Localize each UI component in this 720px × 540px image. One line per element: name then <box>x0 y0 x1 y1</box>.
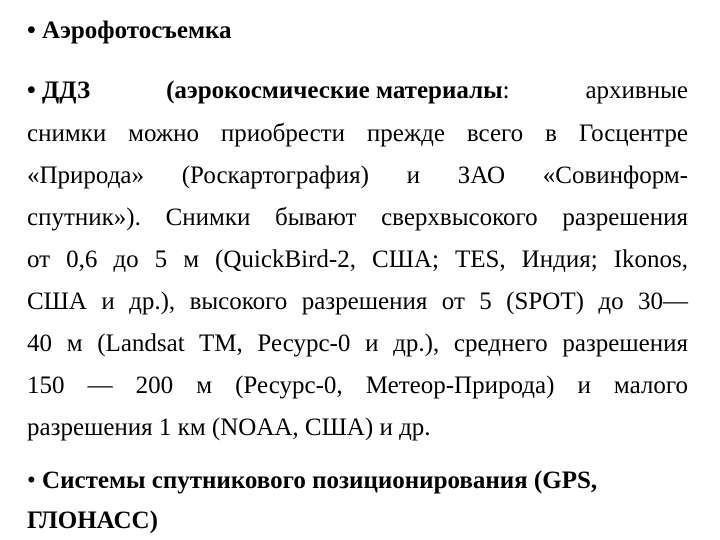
satellite-line-2: ГЛОНАСС) <box>27 507 158 534</box>
bold-term-group <box>166 76 510 106</box>
ddz-line: «Природа» (Роскартография) и ЗАО «Совинформ- <box>27 162 688 189</box>
ddz-label: ДДЗ <box>42 77 91 104</box>
ddz-line: 150 — 200 м (Ресурс-0, Метеор-Природа) и малого <box>27 372 688 399</box>
ddz-line: США и др.), высокого разрешения от 5 (SPOT) до 30— <box>27 288 688 315</box>
ddz-line: 40 м (Landsat TM, Ресурс-0 и др.), среднего разрешения <box>27 330 688 357</box>
bullet-marker: • <box>27 77 36 104</box>
ddz-line: снимки можно приобрести прежде всего в Госцентре <box>27 120 688 147</box>
bullet-satellite-positioning <box>27 466 688 496</box>
bullet-aerophotography <box>27 16 232 46</box>
ddz-line: от 0,6 до 5 м (QuickBird-2, США; TES, Индия; Ikonos, <box>27 246 688 273</box>
satellite-line-1: Системы спутникового позиционирования (GPS, <box>42 467 598 494</box>
paren-open: ( <box>166 77 175 104</box>
bullet-text: Аэрофотосъемка <box>42 17 232 44</box>
bullet-ddz-first-line <box>27 76 688 106</box>
satellite-line-2-wrap <box>27 506 158 536</box>
bullet-marker: • <box>27 17 36 44</box>
ddz-line: спутник»). Снимки бывают сверхвысокого разрешения <box>27 204 688 231</box>
bullet-ddz-label-group <box>27 76 90 106</box>
colon: : <box>502 77 510 104</box>
bullet-marker: • <box>27 467 36 494</box>
ddz-line-0: архивные <box>585 77 688 104</box>
ddz-paragraph <box>27 113 688 449</box>
bold-term: аэрокосмические материалы <box>174 77 503 104</box>
ddz-line: разрешения 1 км (NOAA, США) и др. <box>27 414 431 441</box>
